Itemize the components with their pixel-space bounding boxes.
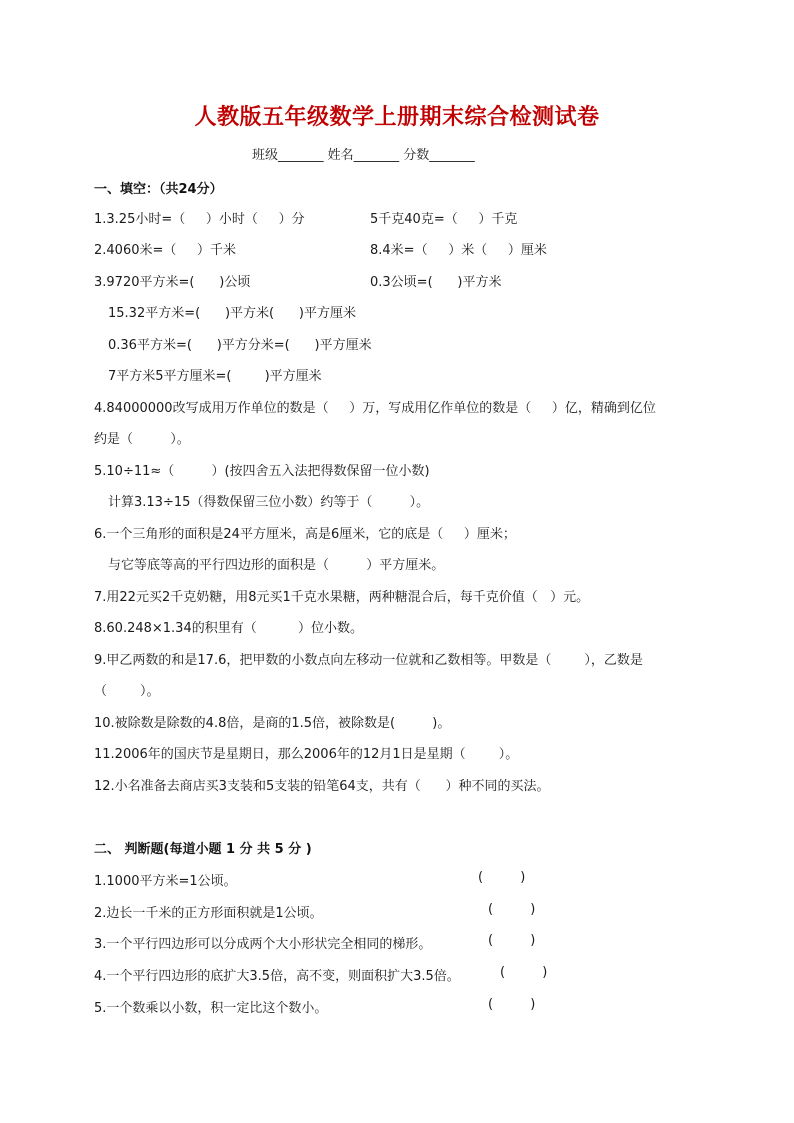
fill-item-6-cont: 与它等底等高的平行四边形的面积是（ ）平方厘米。: [108, 558, 445, 573]
judge-answer-1: ( ): [478, 870, 526, 885]
fill-item-3d: 0.36平方米=( )平方分米=( )平方厘米: [108, 338, 372, 353]
judge-item-1: 1.1000平方米=1公顷。: [94, 874, 237, 889]
fill-item-6: 6.一个三角形的面积是24平方厘米，高是6厘米，它的底是（ ）厘米；: [94, 527, 516, 542]
fill-item-2b: 8.4米=（ ）米（ ）厘米: [370, 243, 547, 258]
fill-item-7: 7.用22元买2千克奶糖，用8元买1千克水果糖，两种糖混合后，每千克价值（ ）元。: [94, 590, 590, 605]
fill-item-9: 9.甲乙两数的和是17.6，把甲数的小数点向左移动一位就和乙数相等。甲数是（ ），乙数是: [94, 653, 643, 668]
fill-item-9-cont: （ ）。: [94, 684, 160, 699]
section-true-false-heading: 二、 判断题(每道小题 1 分 共 5 分 ): [94, 842, 312, 857]
judge-answer-2: ( ): [488, 902, 536, 917]
fill-item-4-cont: 约是（ ）。: [94, 432, 190, 447]
judge-item-5: 5.一个数乘以小数，积一定比这个数小。: [94, 1001, 328, 1016]
fill-item-3b: 0.3公顷=( )平方米: [370, 275, 502, 290]
fill-item-5: 5.10÷11≈（ ）(按四舍五入法把得数保留一位小数): [94, 464, 430, 479]
fill-item-2a: 2.4060米=（ ）千米: [94, 243, 237, 258]
section-fill-blank-heading: 一、填空：（共24分）: [94, 182, 223, 197]
fill-item-3a: 3.9720平方米=( )公顷: [94, 275, 251, 290]
judge-item-3: 3.一个平行四边形可以分成两个大小形状完全相同的梯形。: [94, 937, 432, 952]
judge-answer-5: ( ): [488, 997, 536, 1012]
fill-item-3c: 15.32平方米=( )平方米( )平方厘米: [108, 306, 356, 321]
exam-title: 人教版五年级数学上册期末综合检测试卷: [194, 104, 600, 130]
judge-answer-4: ( ): [500, 965, 548, 980]
fill-item-12: 12.小名准备去商店买3支装和5支装的铅笔64支，共有（ ）种不同的买法。: [94, 779, 550, 794]
student-info-line: 班级_______ 姓名_______ 分数_______: [252, 148, 475, 163]
judge-item-2: 2.边长一千米的正方形面积就是1公顷。: [94, 906, 323, 921]
fill-item-8: 8.60.248×1.34的积里有（ ）位小数。: [94, 621, 364, 636]
fill-item-11: 11.2006年的国庆节是星期日，那么2006年的12月1日是星期（ ）。: [94, 747, 519, 762]
fill-item-1a: 1.3.25小时=（ ）小时（ ）分: [94, 212, 305, 227]
judge-item-4: 4.一个平行四边形的底扩大3.5倍，高不变，则面积扩大3.5倍。: [94, 969, 460, 984]
fill-item-5-cont: 计算3.13÷15（得数保留三位小数）约等于（ ）。: [108, 495, 430, 510]
fill-item-4: 4.84000000改写成用万作单位的数是（ ）万，写成用亿作单位的数是（ ）亿，精确到亿位: [94, 401, 656, 416]
fill-item-3e: 7平方米5平方厘米=( )平方厘米: [108, 369, 322, 384]
fill-item-10: 10.被除数是除数的4.8倍，是商的1.5倍，被除数是( )。: [94, 716, 451, 731]
fill-item-1b: 5千克40克=（ ）千克: [370, 212, 518, 227]
judge-answer-3: ( ): [488, 933, 536, 948]
